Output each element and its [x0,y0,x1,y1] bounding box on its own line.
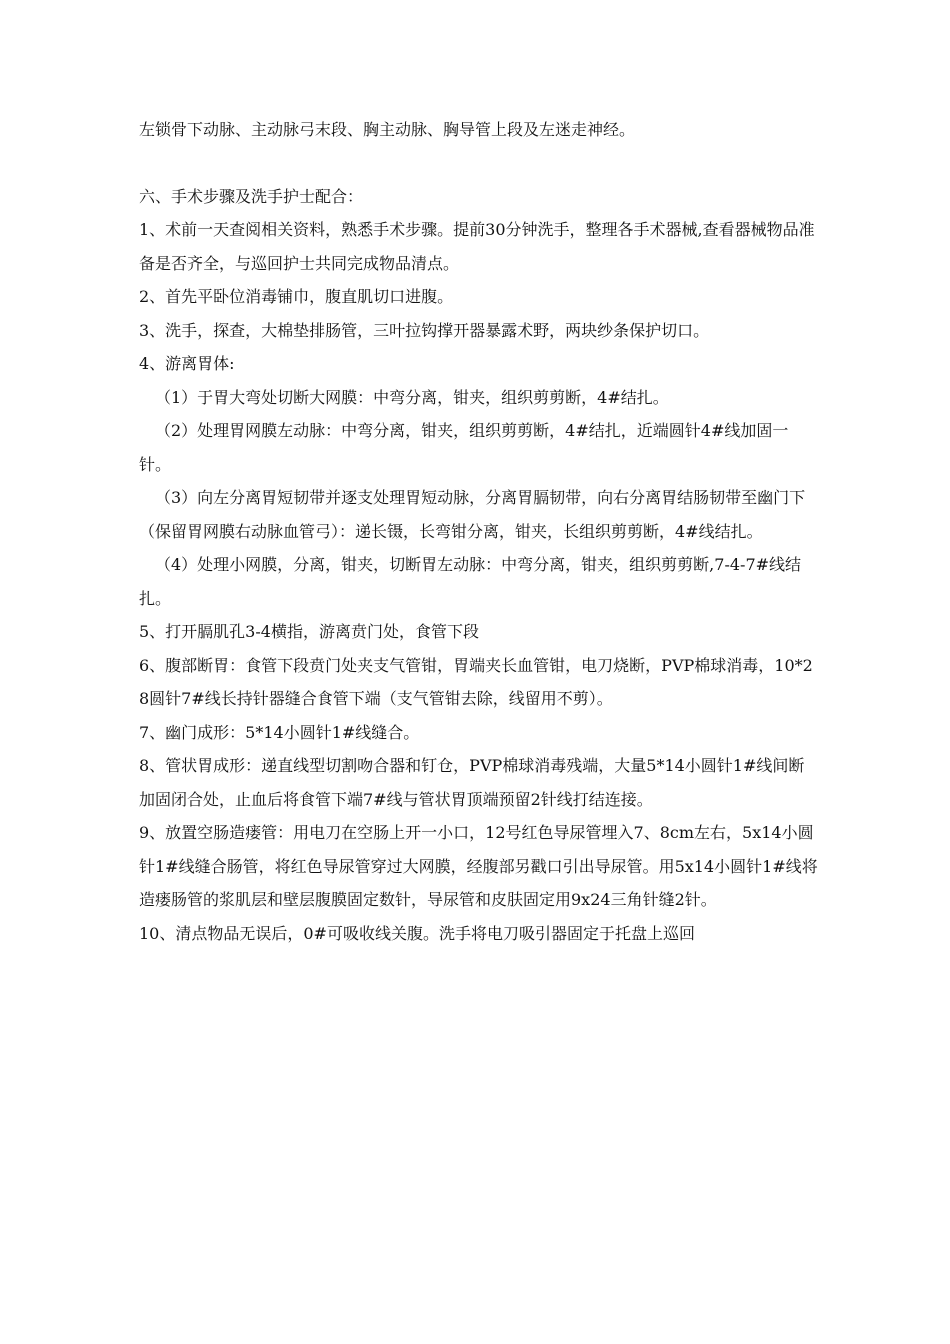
step-7: 7、幽门成形：5*14小圆针1#线缝合。 [139,722,420,742]
step-5: 5、打开膈肌孔3-4横指，游离贲门处，食管下段 [139,622,479,641]
document-body [139,113,819,950]
paragraph-anatomy: 左锁骨下动脉、主动脉弓末段、胸主动脉、胸导管上段及左迷走神经。 [139,120,636,139]
step-8: 8、管状胃成形：递直线型切割吻合器和钉仓，PVP棉球消毒残端，大量5*14小圆针1#线间断加固闭合处，止血后将食管下端7#线与管状胃顶端预留2针线打结连接。 [139,756,805,809]
section-heading: 六、手术步骤及洗手护士配合： [139,186,364,206]
step-2: 2、首先平卧位消毒铺巾，腹直肌切口进腹。 [139,287,454,306]
step-3: 3、洗手，探查，大棉垫排肠管，三叶拉钩撑开器暴露术野，两块纱条保护切口。 [139,320,710,340]
step-9: 9、放置空肠造瘘管：用电刀在空肠上开一小口，12号红色导尿管埋入7、8cm左右，5x14小圆针1#线缝合肠管，将红色导尿管穿过大网膜，经腹部另戳口引出导尿管。用5x14小圆针1#线将造瘘肠管的浆肌层和壁层腹膜固定数针，导尿管和皮肤固定用9x24三角针缝2针。 [139,823,818,909]
step-4: 4、游离胃体: [139,354,235,373]
step-4-sub-4: （4）处理小网膜，分离，钳夹，切断胃左动脉：中弯分离，钳夹，组织剪剪断,7-4-7#线结扎。 [139,555,802,608]
step-4-sub-2: （2）处理胃网膜左动脉：中弯分离，钳夹，组织剪剪断，4#结扎，近端圆针4#线加固一针。 [139,421,789,474]
blank-line [139,147,819,180]
step-6: 6、腹部断胃：食管下段贲门处夹支气管钳，胃端夹长血管钳，电刀烧断，PVP棉球消毒，10*28圆针7#线长持针器缝合食管下端（支气管钳去除，线留用不剪）。 [139,655,813,708]
step-10: 10、清点物品无误后，0#可吸收线关腹。洗手将电刀吸引器固定于托盘上巡回 [139,923,695,943]
step-4-sub-1: （1）于胃大弯处切断大网膜：中弯分离，钳夹，组织剪剪断，4#结扎。 [155,387,669,407]
step-1: 1、术前一天查阅相关资料，熟悉手术步骤。提前30分钟洗手，整理各手术器械,查看器械物品准备是否齐全，与巡回护士共同完成物品清点。 [139,220,815,273]
step-4-sub-3: （3）向左分离胃短韧带并逐支处理胃短动脉，分离胃膈韧带，向右分离胃结肠韧带至幽门下（保留胃网膜右动脉血管弓）：递长镊，长弯钳分离，钳夹，长组织剪剪断，4#线结扎。 [139,488,806,541]
